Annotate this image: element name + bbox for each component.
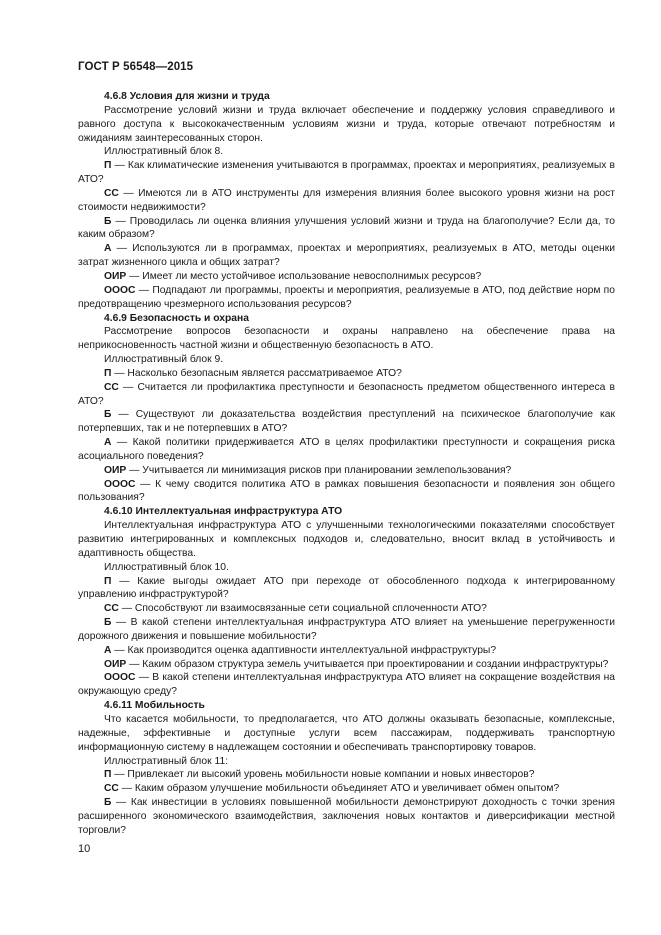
question-item	[78, 644, 615, 658]
section-heading: 4.6.11 Мобильность	[104, 700, 205, 712]
question-text: — Имеются ли в АТО инструменты для измерения влияния более высокого уровня жизни на рост стоимости недвижимости?	[78, 187, 615, 213]
question-text: — Считается ли профилактика преступности и безопасность предметом общественного интереса в АТО?	[78, 381, 615, 407]
question-text: — Какие выгоды ожидает АТО при переходе от обособленного подхода к интегрированному управлению инфраструктурой?	[78, 575, 615, 601]
question-lead: Б	[104, 215, 112, 227]
question-item	[78, 367, 615, 381]
question-item	[78, 796, 615, 838]
question-item	[78, 242, 615, 270]
question-lead: ОИР	[104, 464, 127, 476]
question-item	[78, 436, 615, 464]
question-item	[78, 284, 615, 312]
question-lead: А	[104, 644, 112, 656]
question-text: — В какой степени интеллектуальная инфраструктура АТО влияет на сокращение воздействия на окружающую среду?	[78, 672, 615, 698]
question-item	[78, 215, 615, 243]
question-text: — Способствуют ли взаимосвязанные сети социальной сплоченности АТО?	[118, 603, 487, 615]
question-text: — Имеет ли место устойчивое использование невосполнимых ресурсов?	[126, 270, 482, 282]
body-paragraph: Интеллектуальная инфраструктура АТО с улучшенными технологическими показателями способствует развитию интегрированных и комплексных подходов и, следовательно, вносит вклад в устойчивость и адаптивность общества.	[78, 520, 615, 559]
question-lead: ОООС	[104, 478, 136, 490]
document-body	[78, 90, 615, 838]
question-item	[78, 768, 615, 782]
section-heading: 4.6.9 Безопасность и охрана	[104, 312, 249, 324]
question-text: — Как инвестиции в условиях повышенной мобильности демонстрируют доходность с точки зрения расширенного экономического взаимодействия, заключения новых контактов и диверсификации местной торговли?	[78, 797, 615, 836]
question-text: — Учитывается ли минимизация рисков при планировании землепользования?	[126, 464, 512, 476]
question-item	[78, 575, 615, 603]
question-item	[78, 270, 615, 284]
body-paragraph: Иллюстративный блок 10.	[104, 561, 229, 573]
question-lead: П	[104, 575, 112, 587]
question-item	[78, 187, 615, 215]
body-paragraph: Рассмотрение вопросов безопасности и охраны направлено на обеспечение права на неприкосновенность частной жизни и общественную безопасность в АТО.	[78, 326, 615, 352]
document-header: ГОСТ Р 56548—2015	[78, 61, 194, 73]
question-item	[78, 464, 615, 478]
question-item	[78, 616, 615, 644]
question-item	[78, 159, 615, 187]
question-lead: Б	[104, 409, 112, 421]
question-text: — К чему сводится политика АТО в рамках повышения безопасности и появления зон общего пользования?	[78, 478, 615, 504]
question-lead: СС	[104, 381, 119, 393]
body-paragraph: Рассмотрение условий жизни и труда включает обеспечение и поддержку условия справедливого и равного доступа к высококачественным условиям жизни и труда, которые отвечают потребностям и ожиданиям заинтересованных сторон.	[78, 104, 615, 144]
question-lead: А	[104, 437, 112, 449]
question-lead: Б	[104, 797, 112, 809]
page-number: 10	[78, 843, 91, 855]
question-text: — Подпадают ли программы, проекты и мероприятия, реализуемые в АТО, под действие норм по предотвращению чрезмерного использования ресурсов?	[78, 284, 615, 310]
question-text: — Используются ли в программах, проектах и мероприятиях, реализуемых в АТО, методы оценки затрат жизненного цикла и общих затрат?	[78, 243, 615, 269]
question-text: — Каким образом улучшение мобильности объединяет АТО и увеличивает обмен опытом?	[118, 783, 560, 795]
body-paragraph: Иллюстративный блок 9.	[104, 354, 224, 366]
body-paragraph: Иллюстративный блок 11:	[104, 755, 229, 767]
question-lead: П	[104, 160, 112, 172]
question-lead: П	[104, 367, 112, 379]
question-text: — Каким образом структура земель учитывается при проектировании и создании инфраструктуры?	[126, 658, 609, 670]
question-text: — Привлекает ли высокий уровень мобильности новые компании и новых инвесторов?	[111, 769, 535, 781]
question-lead: ОООС	[104, 284, 136, 296]
body-paragraph: Что касается мобильности, то предполагается, что АТО должны оказывать безопасные, комплексные, надежные, эффективные и доступные услуги всем пассажирам, поддерживать транспортную информационную систему в надлежащем состоянии и обеспечивать транспортировку товаров.	[78, 713, 615, 753]
question-lead: Б	[104, 617, 112, 629]
question-lead: СС	[104, 187, 119, 199]
question-lead: СС	[104, 783, 119, 795]
question-lead: ОИР	[104, 658, 127, 670]
body-paragraph: Иллюстративный блок 8.	[104, 146, 224, 158]
question-lead: ОООС	[104, 672, 136, 684]
question-item	[78, 658, 615, 672]
question-item	[78, 381, 615, 409]
question-item	[78, 478, 615, 506]
question-text: — Какой политики придерживается АТО в целях профилактики преступности и сокращения риска асоциального поведения?	[78, 437, 615, 462]
question-lead: ОИР	[104, 270, 127, 282]
question-text: — В какой степени интеллектуальная инфраструктура АТО влияет на уменьшение перегруженности дорожного движения и повышение мобильности?	[78, 617, 615, 642]
question-item	[78, 602, 615, 616]
question-item	[78, 408, 615, 436]
question-text: — Существуют ли доказательства воздействия преступлений на психическое благополучие как потерпевших, так и не потерпевших в АТО?	[78, 409, 615, 435]
question-lead: СС	[104, 603, 119, 615]
section-heading: 4.6.10 Интеллектуальная инфраструктура АТО	[104, 506, 343, 518]
question-item	[78, 671, 615, 699]
question-item	[78, 782, 615, 796]
section-heading: 4.6.8 Условия для жизни и труда	[104, 91, 270, 102]
question-text: — Как производится оценка адаптивности интеллектуальной инфраструктуры?	[111, 644, 497, 656]
question-lead: П	[104, 769, 112, 781]
question-text: — Как климатические изменения учитываются в программах, проектах и мероприятиях, реализуемых в АТО?	[78, 160, 615, 186]
question-text: — Насколько безопасным является рассматриваемое АТО?	[111, 367, 402, 379]
question-lead: А	[104, 243, 112, 255]
question-text: — Проводилась ли оценка влияния улучшения условий жизни и труда на благополучие? Если да, то каким образом?	[78, 215, 615, 241]
